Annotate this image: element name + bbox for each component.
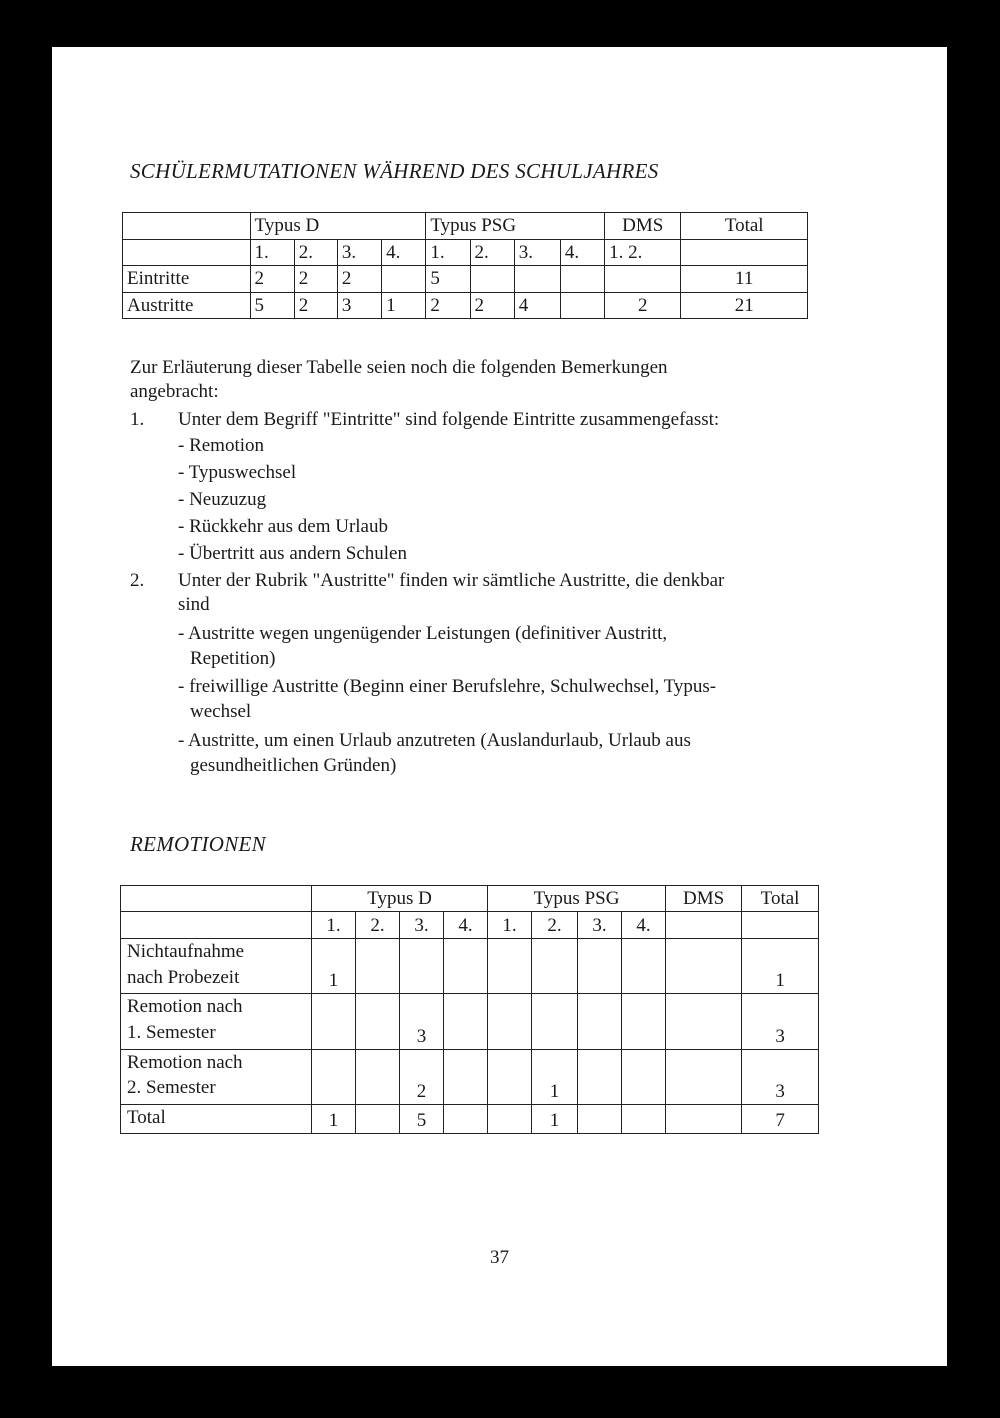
table-cell: 3 — [742, 994, 819, 1049]
sub-header: 1. — [426, 239, 470, 266]
table-cell — [382, 266, 426, 293]
item2-number: 2. — [130, 570, 145, 591]
table-cell — [622, 1049, 666, 1104]
row-label: Remotion nach 1. Semester — [121, 994, 312, 1049]
table-cell: 2 — [470, 292, 514, 319]
table-cell: 7 — [742, 1104, 819, 1134]
item1-number: 1. — [130, 409, 145, 430]
list-item: - Typuswechsel — [178, 462, 297, 483]
group-header: Typus D — [250, 213, 426, 240]
sub-header: 4. — [560, 239, 604, 266]
table-row — [121, 1104, 819, 1134]
table-row — [121, 939, 819, 994]
list-item: - Austritte, um einen Urlaub anzutreten (Auslandurlaub, Urlaub aus — [178, 730, 691, 751]
table-cell — [622, 994, 666, 1049]
table-cell — [312, 994, 356, 1049]
table-cell — [356, 1049, 400, 1104]
sub-header: 1. — [312, 912, 356, 939]
list-item-continuation: wechsel — [190, 701, 252, 722]
table-cell: 1 — [532, 1104, 578, 1134]
table-cell — [532, 994, 578, 1049]
remotions-table — [120, 885, 819, 1134]
sub-header: 2. — [532, 912, 578, 939]
table-cell — [622, 939, 666, 994]
table-cell — [560, 292, 604, 319]
row-label: Eintritte — [123, 266, 251, 293]
table-cell — [400, 939, 444, 994]
section2-heading: REMOTIONEN — [130, 832, 266, 856]
sub-header: 4. — [622, 912, 666, 939]
group-header: DMS — [605, 213, 681, 240]
row-label: Austritte — [123, 292, 251, 319]
table-cell — [622, 1104, 666, 1134]
table-cell — [356, 1104, 400, 1134]
table-cell: 2 — [294, 292, 337, 319]
intro-line-1: Zur Erläuterung dieser Tabelle seien noch die folgenden Bemerkungen — [130, 357, 668, 378]
table-cell: 1 — [312, 1104, 356, 1134]
sub-header: 2. — [356, 912, 400, 939]
table-cell: 21 — [681, 292, 808, 319]
sub-header: 1. 2. — [605, 239, 681, 266]
list-item: - Remotion — [178, 435, 265, 456]
table-cell — [666, 939, 742, 994]
table-cell: 2 — [294, 266, 337, 293]
table-cell — [666, 1049, 742, 1104]
table-subheader-row — [121, 912, 819, 939]
item1-text: Unter dem Begriff "Eintritte" sind folgende Eintritte zusammengefasst: — [178, 409, 720, 430]
table-cell — [444, 1104, 488, 1134]
table-cell: 1 — [312, 939, 356, 994]
group-header: Typus PSG — [488, 886, 666, 912]
table-header-row — [121, 886, 819, 912]
table-cell: 2 — [605, 292, 681, 319]
list-item: - freiwillige Austritte (Beginn einer Berufslehre, Schulwechsel, Typus- — [178, 676, 717, 697]
document-page — [52, 47, 947, 1366]
table-cell — [488, 939, 532, 994]
list-item-continuation: Repetition) — [190, 648, 276, 669]
sub-header: 1. — [250, 239, 294, 266]
table-cell — [444, 1049, 488, 1104]
sub-header: 2. — [470, 239, 514, 266]
table-cell: 5 — [426, 266, 470, 293]
list-item: - Übertritt aus andern Schulen — [178, 543, 407, 564]
list-item: - Austritte wegen ungenügender Leistungen (definitiver Austritt, — [178, 623, 668, 644]
table-cell: 2 — [337, 266, 381, 293]
sub-header: 3. — [337, 239, 381, 266]
row-label: Remotion nach 2. Semester — [121, 1049, 312, 1104]
table-cell: 1 — [382, 292, 426, 319]
table-cell — [312, 1049, 356, 1104]
sub-header: 3. — [514, 239, 560, 266]
table-header-row — [123, 213, 808, 240]
table-cell — [666, 994, 742, 1049]
table-cell: 2 — [250, 266, 294, 293]
table-cell: 2 — [426, 292, 470, 319]
sub-header: 3. — [400, 912, 444, 939]
table-subheader-row — [123, 239, 808, 266]
table-cell: 3 — [400, 994, 444, 1049]
table-row — [121, 994, 819, 1049]
mutations-table — [122, 212, 808, 319]
page-number: 37 — [490, 1247, 509, 1268]
sub-header: 1. — [488, 912, 532, 939]
table-cell: 2 — [400, 1049, 444, 1104]
table-cell — [444, 994, 488, 1049]
table-cell — [356, 994, 400, 1049]
table-cell: 1 — [532, 1049, 578, 1104]
group-header: Typus PSG — [426, 213, 605, 240]
table-cell: 11 — [681, 266, 808, 293]
table-cell — [578, 1049, 622, 1104]
table-cell — [470, 266, 514, 293]
item2-text-line-2: sind — [178, 594, 210, 615]
table-cell: 3 — [337, 292, 381, 319]
table-cell — [605, 266, 681, 293]
table-cell — [578, 939, 622, 994]
list-item: - Rückkehr aus dem Urlaub — [178, 516, 388, 537]
table-cell — [356, 939, 400, 994]
table-cell — [532, 939, 578, 994]
group-header: Total — [681, 213, 808, 240]
table-cell — [560, 266, 604, 293]
table-cell: 3 — [742, 1049, 819, 1104]
group-header: Total — [742, 886, 819, 912]
table-cell: 4 — [514, 292, 560, 319]
table-cell: 5 — [250, 292, 294, 319]
sub-header: 4. — [382, 239, 426, 266]
table-cell: 5 — [400, 1104, 444, 1134]
table-cell: 1 — [742, 939, 819, 994]
table-cell — [578, 994, 622, 1049]
row-label: Nichtaufnahme nach Probezeit — [121, 939, 312, 994]
table-cell — [488, 1049, 532, 1104]
table-cell — [578, 1104, 622, 1134]
table-row — [121, 1049, 819, 1104]
group-header: Typus D — [312, 886, 488, 912]
item2-text-line-1: Unter der Rubrik "Austritte" finden wir sämtliche Austritte, die denkbar — [178, 570, 725, 591]
table-row — [123, 292, 808, 319]
sub-header: 3. — [578, 912, 622, 939]
list-item-continuation: gesundheitlichen Gründen) — [190, 755, 397, 776]
section1-heading: SCHÜLERMUTATIONEN WÄHREND DES SCHULJAHRES — [130, 159, 659, 183]
list-item: - Neuzuzug — [178, 489, 267, 510]
table-cell — [514, 266, 560, 293]
row-label: Total — [121, 1104, 312, 1134]
table-cell — [666, 1104, 742, 1134]
table-row — [123, 266, 808, 293]
sub-header: 2. — [294, 239, 337, 266]
intro-line-2: angebracht: — [130, 381, 219, 402]
group-header: DMS — [666, 886, 742, 912]
table-cell — [444, 939, 488, 994]
table-cell — [488, 1104, 532, 1134]
table-cell — [488, 994, 532, 1049]
sub-header: 4. — [444, 912, 488, 939]
